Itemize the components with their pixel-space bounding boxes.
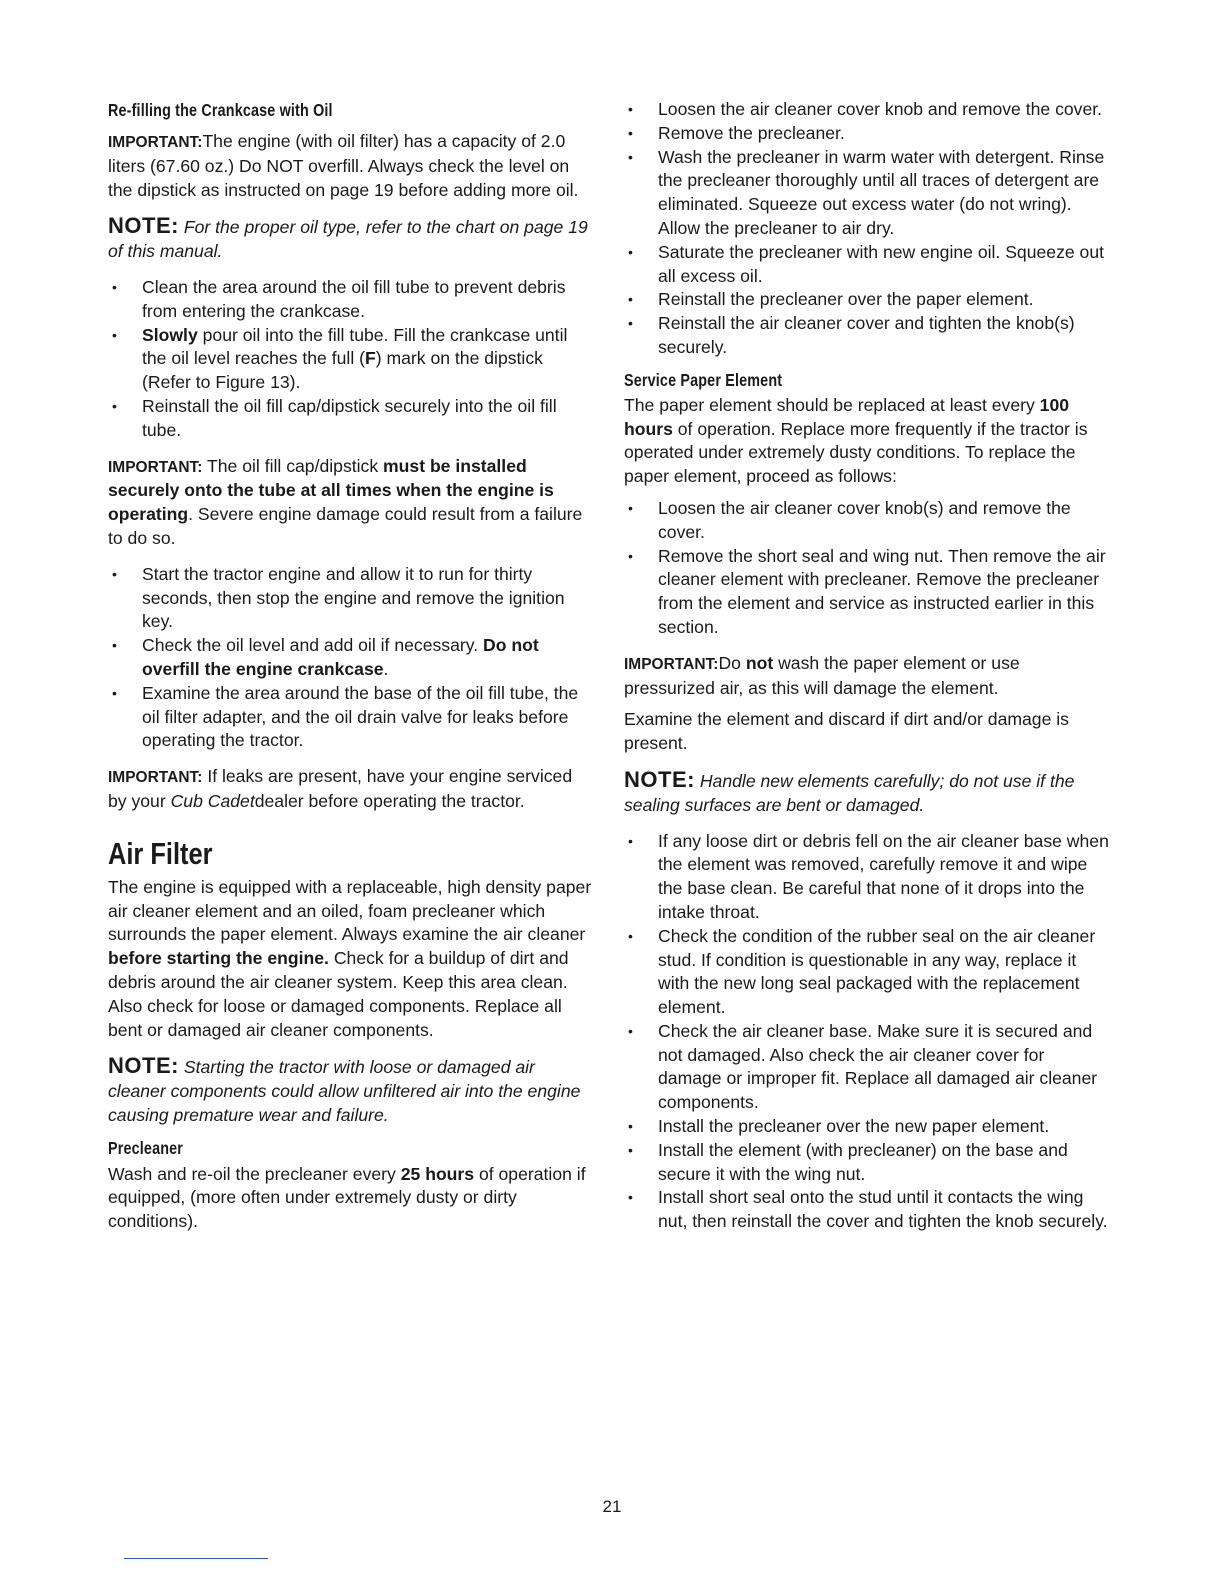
important-label: IMPORTANT: (108, 769, 203, 787)
list-item: • Saturate the precleaner with new engine oil. Squeeze out all excess oil. (624, 241, 1110, 289)
note-label: NOTE: (624, 766, 695, 792)
important-dipstick: IMPORTANT: The oil fill cap/dipstick must be installed securely onto the tube at all times when the engine is operating. Severe engine damage could result from a failure to do so. (108, 455, 583, 548)
list-item: • If any loose dirt or debris fell on the air cleaner base when the element was removed, carefully remove it and wipe the base clean. Be careful that none of it drops into the intake throat. (624, 830, 1110, 925)
left-column (108, 98, 592, 1234)
list-item: • Reinstall the precleaner over the paper element. (624, 288, 1110, 312)
precleaner-text: Wash and re-oil the precleaner every 25 hours of operation if equipped, (more often under extremely dusty or dirty conditions). (108, 1163, 586, 1232)
list-item: • Examine the area around the base of the oil fill tube, the oil filter adapter, and the oil drain valve for leaks before operating the tractor. (108, 682, 592, 753)
list-item: • Slowly pour oil into the fill tube. Fill the crankcase until the oil level reaches the full (F) mark on the dipstick (Refer to Figure 13). (108, 324, 592, 395)
examine-element-text: Examine the element and discard if dirt and/or damage is present. (624, 709, 1069, 754)
list-item: • Loosen the air cleaner cover knob and remove the cover. (624, 98, 1110, 122)
note-label: NOTE: (108, 1053, 179, 1079)
important-label: IMPORTANT: (108, 134, 203, 151)
note-oil-type: NOTE: For the proper oil type, refer to the chart on page 19 of this manual. (108, 213, 588, 262)
important-capacity: IMPORTANT:The engine (with oil filter) has a capacity of 2.0 liters (67.60 oz.) Do NOT overfill. Always check the level on the dipstick as instructed on page 19 before adding more oil. (108, 131, 579, 200)
important-leaks: IMPORTANT: If leaks are present, have your engine serviced by your Cub Cadetdealer before operating the tractor. (108, 766, 573, 811)
footer-rule (124, 1558, 268, 1559)
service-paper-element-text: The paper element should be replaced at least every 100 hours of operation. Replace more frequently if the tractor is operated under extremely dusty conditions. To replace the paper element, proceed as follows: (624, 394, 1088, 487)
paper-element-steps-list (624, 497, 1110, 640)
engine-check-list (108, 563, 592, 753)
list-item: • Reinstall the oil fill cap/dipstick securely into the oil fill tube. (108, 395, 592, 443)
list-item: • Reinstall the air cleaner cover and tighten the knob(s) securely. (624, 312, 1110, 360)
refill-steps-list (108, 276, 592, 443)
list-item: • Loosen the air cleaner cover knob(s) and remove the cover. (624, 497, 1110, 545)
list-item: • Remove the precleaner. (624, 122, 1110, 146)
air-filter-title: Air Filter (108, 835, 213, 871)
important-label: IMPORTANT: (108, 458, 203, 476)
service-paper-element-heading: Service Paper Element (624, 369, 783, 390)
note-label: NOTE: (108, 213, 179, 239)
list-item: • Clean the area around the oil fill tube to prevent debris from entering the crankcase. (108, 276, 592, 324)
note-loose-components: NOTE: Starting the tractor with loose or damaged air cleaner components could allow unfiltered air into the engine causing premature wear and failure. (108, 1053, 581, 1125)
list-item: • Install short seal onto the stud until it contacts the wing nut, then reinstall the cover and tighten the knob securely. (624, 1186, 1110, 1234)
list-item: • Start the tractor engine and allow it to run for thirty seconds, then stop the engine and remove the ignition key. (108, 563, 592, 634)
note-handle-elements: NOTE: Handle new elements carefully; do not use if the sealing surfaces are bent or damaged. (624, 766, 1075, 815)
list-item: • Install the precleaner over the new paper element. (624, 1115, 1110, 1139)
list-item: • Install the element (with precleaner) on the base and secure it with the wing nut. (624, 1139, 1110, 1187)
reinstall-steps-list (624, 830, 1110, 1235)
precleaner-heading: Precleaner (108, 1137, 184, 1158)
page-number: 21 (602, 1497, 622, 1516)
important-label: IMPORTANT: (624, 655, 719, 673)
precleaner-steps-list (624, 98, 1110, 360)
list-item: • Check the condition of the rubber seal on the air cleaner stud. If condition is questionable in any way, replace it with the new long seal packaged with the replacement element. (624, 925, 1110, 1020)
refill-heading: Re-filling the Crankcase with Oil (108, 100, 333, 120)
air-filter-intro: The engine is equipped with a replaceable, high density paper air cleaner element and an oiled, foam precleaner which surrounds the paper element. Always examine the air cleaner before starting the engine. Check for a buildup of dirt and debris around the air cleaner system. Keep this area clean. Also check for loose or damaged components. Replace all bent or damaged air cleaner components. (108, 876, 592, 1040)
list-item: • Check the air cleaner base. Make sure it is secured and not damaged. Also check the air cleaner cover for damage or improper fit. Replace all damaged air cleaner components. (624, 1020, 1110, 1115)
list-item: • Wash the precleaner in warm water with detergent. Rinse the precleaner thoroughly until all traces of detergent are eliminated. Squeeze out excess water (do not wring). Allow the precleaner to air dry. (624, 146, 1110, 241)
list-item: • Check the oil level and add oil if necessary. Do not overfill the engine crankcase. (108, 634, 592, 682)
important-no-wash: IMPORTANT:Do not wash the paper element or use pressurized air, as this will damage the element. (624, 652, 1020, 698)
right-column (624, 98, 1110, 1234)
list-item: • Remove the short seal and wing nut. Then remove the air cleaner element with precleaner. Remove the precleaner from the element and service as instructed earlier in this section. (624, 545, 1110, 640)
